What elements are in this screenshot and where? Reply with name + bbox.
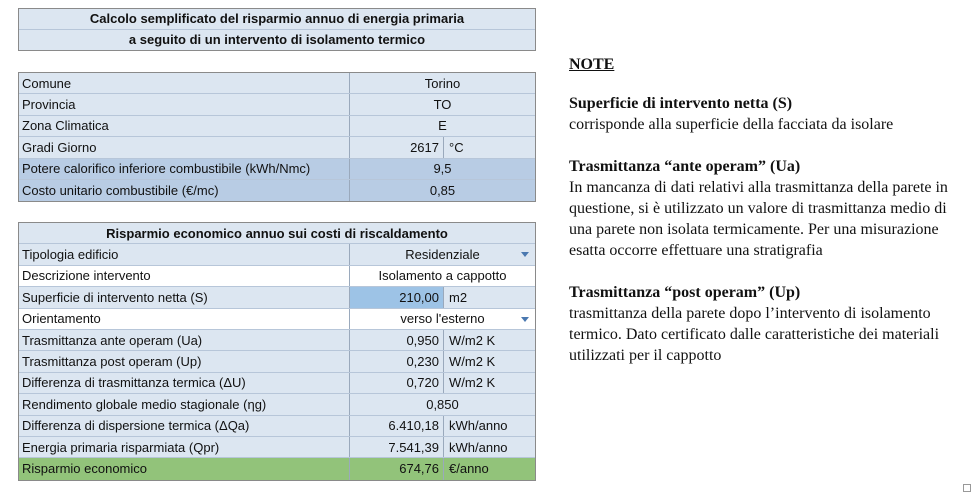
dropdown-value: Residenziale (405, 247, 480, 263)
delta-u-cell[interactable] (350, 373, 535, 393)
delta-qa-cell[interactable] (350, 416, 535, 436)
cell-unit: kWh/anno (449, 439, 508, 455)
table-row (19, 266, 535, 287)
note-heading: Trasmittanza “ante operam” (Ua) (569, 158, 801, 175)
table-row (19, 458, 535, 479)
table-row (19, 437, 535, 458)
table-row (19, 309, 535, 330)
cell-value: 6.410,18 (350, 416, 444, 436)
costo-unitario-cell[interactable]: 0,85 (429, 183, 456, 199)
row-label: Rendimento globale medio stagionale (ηg) (19, 394, 350, 414)
header-title-line1: Calcolo semplificato del risparmio annuo di energia primaria (19, 9, 535, 30)
cell-unit: W/m2 K (449, 375, 496, 391)
table-row (19, 330, 535, 351)
table-row (19, 287, 535, 308)
row-label: Zona Climatica (19, 116, 350, 136)
notes-title: NOTE (569, 56, 615, 73)
table-row (19, 373, 535, 394)
row-label: Tipologia edificio (19, 244, 350, 264)
savings-title (19, 223, 535, 244)
row-label: Differenza di trasmittanza termica (ΔU) (19, 373, 350, 393)
cell-value: 7.541,39 (350, 437, 444, 457)
dropdown-value: verso l'esterno (400, 311, 485, 327)
cell-unit: €/anno (449, 461, 489, 477)
header-box (18, 8, 536, 51)
note-heading: Superficie di intervento netta (S) (569, 95, 793, 112)
cell-unit: W/m2 K (449, 354, 496, 370)
cell-value: 0,230 (350, 351, 444, 371)
table-row (19, 159, 535, 180)
cell-unit: m2 (449, 289, 468, 305)
table-row (19, 180, 535, 201)
zona-climatica-cell[interactable]: E (438, 118, 447, 134)
ua-cell[interactable] (350, 330, 535, 350)
row-label: Descrizione intervento (19, 266, 350, 286)
row-label: Orientamento (19, 309, 350, 329)
row-label: Differenza di dispersione termica (ΔQa) (19, 416, 350, 436)
note-text: corrisponde alla superficie della facciata da isolare (569, 116, 894, 133)
table-row (19, 416, 535, 437)
risparmio-cell[interactable] (350, 458, 535, 479)
chevron-down-icon[interactable] (521, 252, 529, 257)
row-label: Trasmittanza ante operam (Ua) (19, 330, 350, 350)
table-row (19, 137, 535, 158)
table-row (19, 116, 535, 137)
cell-unit: kWh/anno (449, 418, 508, 434)
cell-value: 674,76 (350, 458, 444, 479)
header-title-line2: a seguito di un intervento di isolamento termico (128, 32, 426, 47)
cell-unit: °C (449, 139, 464, 155)
tipologia-dropdown[interactable] (350, 244, 535, 264)
descrizione-cell[interactable]: Isolamento a cappotto (378, 268, 507, 284)
orientamento-dropdown[interactable] (350, 309, 535, 329)
row-label: Comune (19, 73, 350, 93)
potere-calorifico-cell[interactable]: 9,5 (433, 161, 452, 177)
table-row (19, 73, 535, 94)
cell-value: 0,950 (350, 330, 444, 350)
notes-panel (569, 52, 969, 387)
note-text: In mancanza di dati relativi alla trasmittanza della parete in questione, si è utilizzato un valore di trasmittanza medio di una parete non isolata termicamente. Per una misurazione esatta occorre effettuare una stratigrafia (569, 179, 948, 259)
table-row (19, 94, 535, 115)
note-item (569, 93, 969, 135)
row-label: Provincia (19, 94, 350, 114)
note-text: trasmittanza della parete dopo l’intervento di isolamento termico. Dato certificato dalle caratteristiche dei materiali utilizzati per il cappotto (569, 305, 940, 364)
savings-table (18, 222, 536, 481)
row-label: Risparmio economico (19, 458, 350, 479)
qpr-cell[interactable] (350, 437, 535, 457)
savings-title-text: Risparmio economico annuo sui costi di riscaldamento (106, 225, 448, 241)
up-cell[interactable] (350, 351, 535, 371)
row-label: Potere calorifico inferiore combustibile (kWh/Nmc) (19, 159, 350, 179)
info-table (18, 72, 536, 202)
table-row (19, 244, 535, 265)
chevron-down-icon[interactable] (521, 317, 529, 322)
cell-value: 2617 (350, 137, 444, 157)
cell-unit: W/m2 K (449, 332, 496, 348)
page-corner-marker (963, 484, 971, 492)
cell-value: 0,720 (350, 373, 444, 393)
note-heading: Trasmittanza “post operam” (Up) (569, 284, 801, 301)
table-row (19, 351, 535, 372)
row-label: Superficie di intervento netta (S) (19, 287, 350, 307)
provincia-cell[interactable]: TO (433, 97, 452, 113)
row-label: Energia primaria risparmiata (Qpr) (19, 437, 350, 457)
rendimento-cell[interactable]: 0,850 (426, 396, 459, 412)
row-label: Gradi Giorno (19, 137, 350, 157)
note-item (569, 156, 969, 261)
table-row (19, 394, 535, 415)
note-item (569, 282, 969, 366)
row-label: Trasmittanza post operam (Up) (19, 351, 350, 371)
gradi-giorno-cell[interactable] (350, 137, 535, 157)
row-label: Costo unitario combustibile (€/mc) (19, 180, 350, 201)
cell-value: 210,00 (350, 287, 444, 307)
comune-cell[interactable]: Torino (424, 75, 461, 91)
superficie-cell[interactable] (350, 287, 535, 307)
